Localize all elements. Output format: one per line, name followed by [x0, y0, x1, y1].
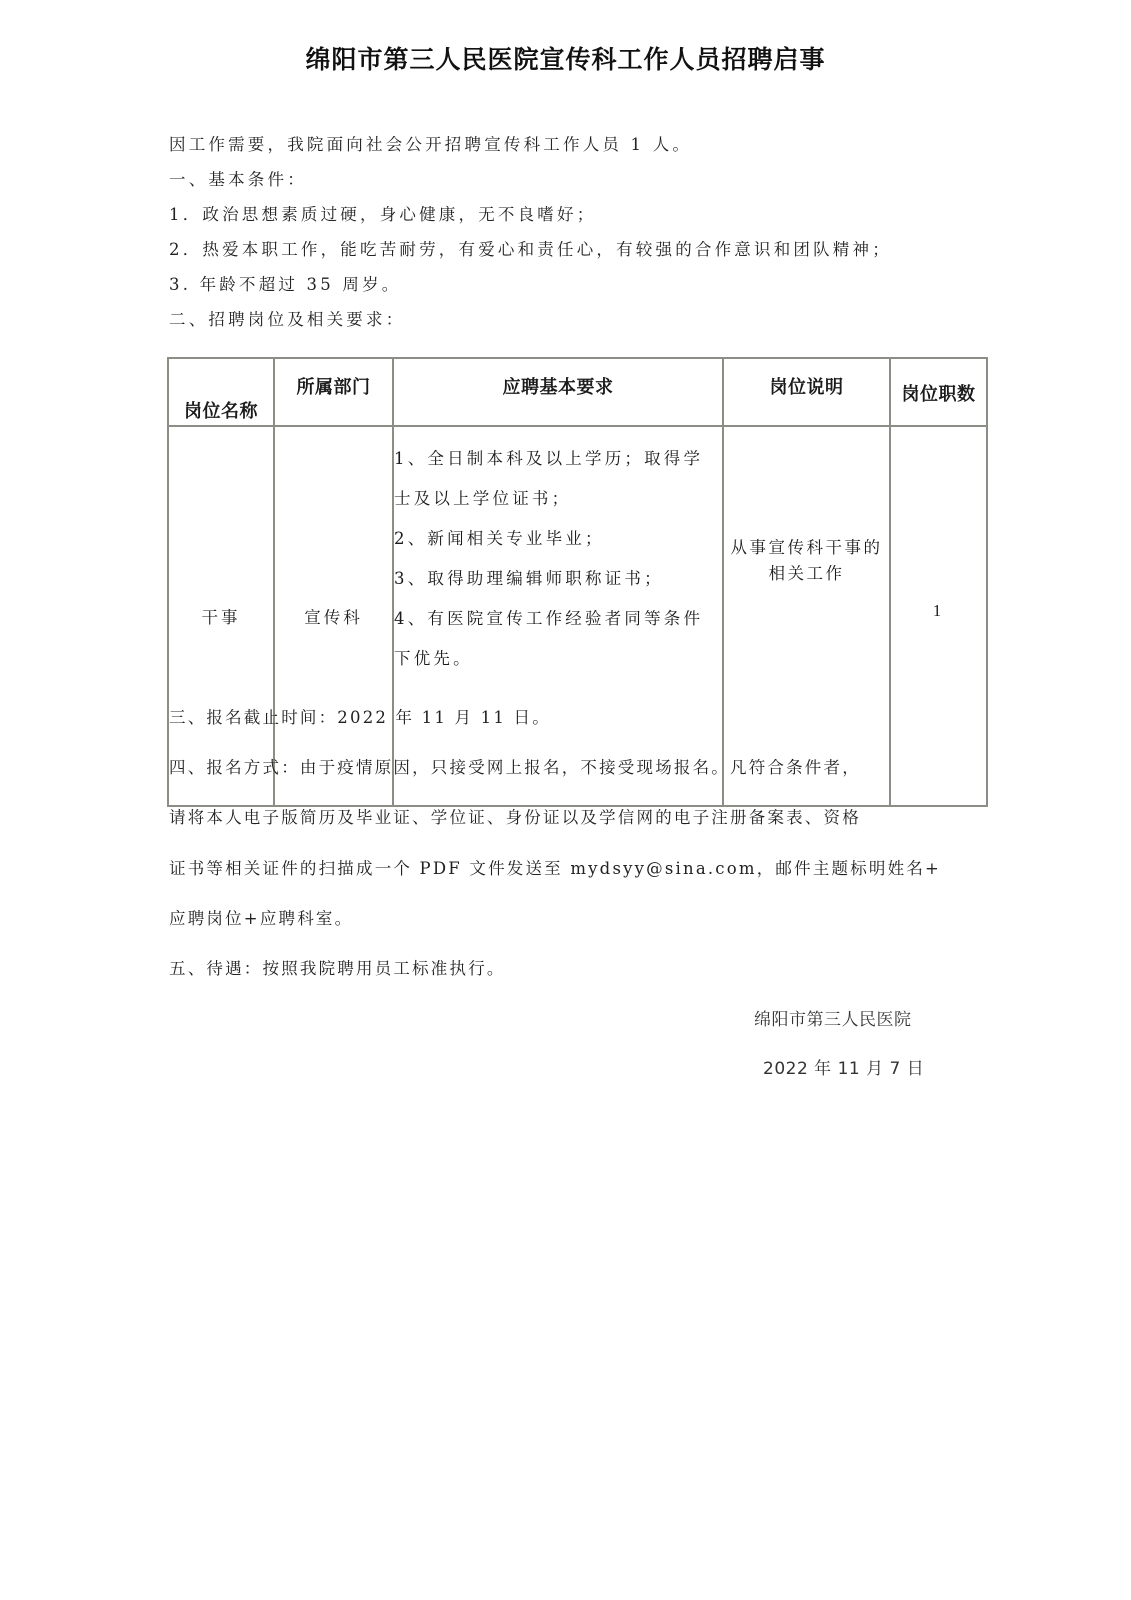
requirement-line: 士及以上学位证书；	[394, 489, 572, 508]
description-line: 从事宣传科干事的	[730, 538, 883, 557]
document-title: 绵阳市第三人民医院宣传科工作人员招聘启事	[305, 45, 826, 74]
cell-department: 宣传科	[274, 426, 393, 806]
description-line: 相关工作	[768, 564, 845, 583]
signature-organization: 绵阳市第三人民医院	[754, 1010, 912, 1030]
requirement-line: 4、有医院宣传工作经验者同等条件	[394, 609, 704, 628]
condition-item-2: 2．热爱本职工作，能吃苦耐劳，有爱心和责任心，有较强的合作意识和团队精神；	[169, 240, 892, 259]
condition-item-1: 1．政治思想素质过硬，身心健康，无不良嗜好；	[169, 205, 597, 224]
positions-table	[167, 357, 988, 807]
section-1-heading: 一、基本条件：	[169, 170, 307, 189]
section-4-line-2: 请将本人电子版简历及毕业证、学位证、身份证以及学信网的电子注册备案表、资格	[169, 808, 861, 827]
condition-item-3: 3. 年龄不超过 35 周岁。	[169, 275, 402, 294]
intro-paragraph: 因工作需要，我院面向社会公开招聘宣传科工作人员 1 人。	[169, 135, 693, 154]
header-count: 岗位职数	[890, 358, 987, 426]
requirement-line: 下优先。	[394, 649, 473, 668]
cell-position: 干事	[168, 426, 274, 806]
cell-requirements	[393, 426, 723, 806]
requirement-line: 3、取得助理编辑师职称证书；	[394, 569, 664, 588]
section-2-heading: 二、招聘岗位及相关要求：	[169, 310, 406, 329]
cell-description	[723, 426, 890, 806]
header-position-name: 岗位名称	[168, 358, 274, 426]
table-header-row	[168, 358, 987, 426]
requirement-line: 2、新闻相关专业毕业；	[394, 529, 605, 548]
header-requirements: 应聘基本要求	[393, 358, 723, 426]
signature-date: 2022 年 11 月 7 日	[763, 1059, 925, 1079]
section-3-deadline: 三、报名截止时间：2022 年 11 月 11 日。	[169, 708, 551, 727]
section-5-benefits: 五、待遇：按照我院聘用员工标准执行。	[169, 959, 506, 978]
cell-count: 1	[890, 426, 987, 806]
section-4-line-4: 应聘岗位+应聘科室。	[169, 909, 354, 928]
table-row	[168, 426, 987, 806]
section-4-line-1: 四、报名方式：由于疫情原因，只接受网上报名，不接受现场报名。凡符合条件者，	[169, 758, 861, 777]
header-description: 岗位说明	[723, 358, 890, 426]
section-4-line-3-email: 证书等相关证件的扫描成一个 PDF 文件发送至 mydsyy@sina.com，邮件主题标明姓名+	[169, 859, 942, 878]
requirement-line: 1、全日制本科及以上学历；取得学	[394, 449, 704, 468]
header-department: 所属部门	[274, 358, 393, 426]
